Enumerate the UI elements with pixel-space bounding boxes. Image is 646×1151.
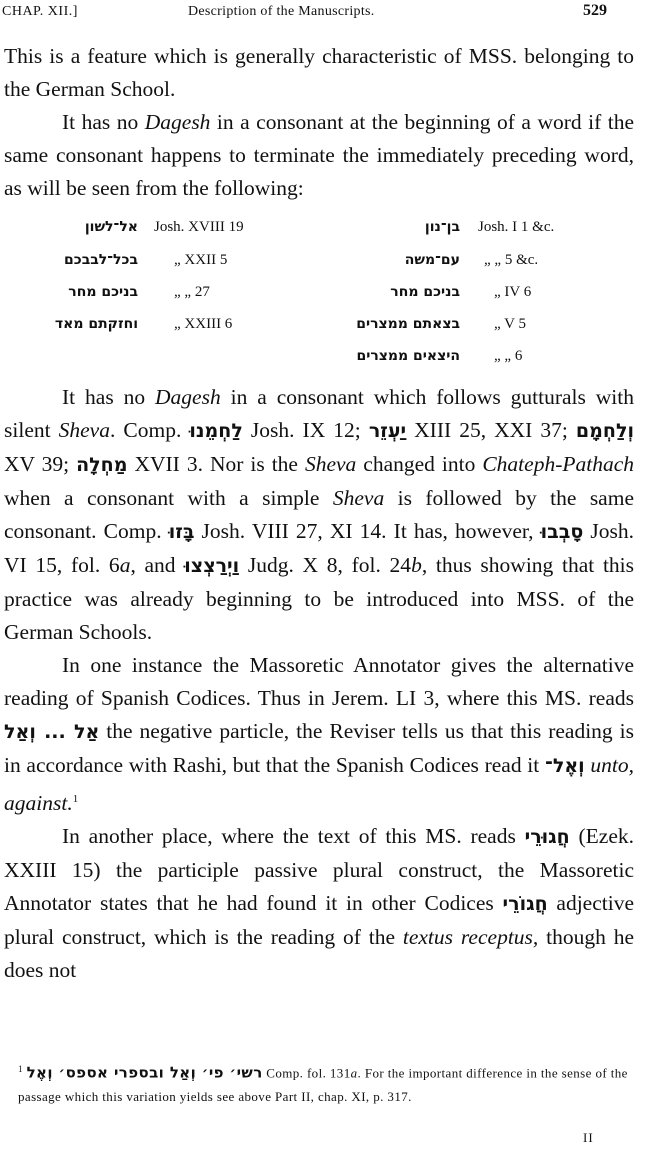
table-cell-hebrew: בכל־לבבכם — [64, 252, 138, 268]
paragraph-2: It has no Dagesh in a consonant at the beginning of a word if the same consonant happens to terminate the immediately preceding word, as will be seen from the following: — [4, 110, 634, 200]
hebrew-word: וְלַחְמָם — [575, 420, 634, 442]
table-cell-ref: „ „ 27 — [174, 284, 210, 300]
footnote: $^1$ רשי׳ פי׳ וְאַל ובספרי אספס׳ וְאֶל Comp. fol. 131a. For the important difference in the sense of the passage which this variation yields see above Part II, chap. XI, p. 317. — [18, 1063, 628, 1105]
table-cell-ref: „ V 5 — [494, 316, 526, 332]
signature-mark: II — [583, 1130, 594, 1145]
table-cell-hebrew: בן־נון — [424, 219, 460, 235]
table-cell-hebrew: בניכם מחר — [390, 284, 460, 300]
hebrew-word: חֲגוֹרֵי — [502, 893, 548, 916]
table-cell-ref: „ „ 5 &c. — [484, 252, 539, 268]
chapter-label: CHAP. XII.] — [2, 4, 78, 19]
table-cell-ref: Josh. I 1 &c. — [478, 219, 555, 235]
hebrew-word: וְאֶל־ — [544, 755, 585, 777]
table-cell-ref: Josh. XVIII 19 — [154, 219, 244, 235]
table-cell-hebrew: בצאתם ממצרים — [356, 316, 460, 332]
running-header — [0, 2, 646, 28]
hebrew-word: אַל ... וְאַל — [4, 721, 100, 743]
main-text — [4, 40, 634, 987]
hebrew-word: לַחְמֵנוּ — [189, 420, 243, 442]
hebrew-word: רשי׳ פי׳ וְאַל ובספרי אספס׳ וְאֶל — [26, 1063, 263, 1082]
table-cell-ref: „ XXII 5 — [174, 252, 228, 268]
hebrew-word: וַיְרַצְצוּ — [184, 555, 240, 577]
table-cell-ref: „ „ 6 — [494, 348, 523, 364]
hebrew-word: סָבְבוּ — [540, 521, 584, 543]
table-cell-hebrew: היצאים ממצרים — [356, 348, 460, 364]
footnote-marker: 1 — [72, 793, 79, 805]
page-number: 529 — [583, 2, 607, 19]
table-cell-hebrew: אל־לשון — [84, 219, 138, 235]
table-cell-hebrew: בניכם מחר — [68, 284, 138, 300]
table-cell-ref: „ IV 6 — [494, 284, 532, 300]
table-cell-hebrew: עם־משה — [404, 252, 460, 268]
paragraph-1: This is a feature which is generally characteristic of MSS. belonging to the German School. — [4, 44, 634, 101]
running-title: Description of the Manuscripts. — [188, 4, 375, 19]
table-cell-hebrew: וחזקתם מאד — [54, 316, 138, 332]
hebrew-word: יַעְזֵר — [368, 420, 407, 442]
paragraph-5: In another place, where the text of this MS. reads חֲגוּרֵי (Ezek. XXIII 15) the participle passive plural construct, the Massoretic Annotator states that he had found it in other Codices חֲגוֹרֵי adjective plural construct, which is the reading of the textus receptus, though he does not — [4, 824, 635, 983]
hebrew-word: חֲגוּרֵי — [524, 826, 570, 849]
hebrew-word: מַחְלָה — [76, 454, 128, 476]
hebrew-word: בָּזוּ — [168, 521, 195, 543]
paragraph-4: In one instance the Massoretic Annotator gives the alternative reading of Spanish Codices. Thus in Jerem. LI 3, where this MS. reads אַל ... וְאַל the negative particle, the Reviser tells us that this reading is in accordance with Rashi, but that the Spanish Codices read it וְאֶל־ unto, against.$^1$ — [4, 653, 634, 816]
example-table — [4, 207, 634, 379]
table-cell-ref: „ XXIII 6 — [174, 316, 233, 332]
paragraph-3: It has no Dagesh in a consonant which follows gutturals with silent Sheva. Comp. לַחְמֵנוּ Josh. IX 12; יַעְזֵר XIII 25, XXI 37; וְלַחְמָם XV 39; מַחְלָה XVII 3. Nor is the Sheva changed into Chateph-Pathach when a consonant with a simple Sheva is followed by the same consonant. Comp. בָּזוּ Josh. VIII 27, XI 14. It has, however, סָבְבוּ Josh. VI 15, fol. 6a, and וַיְרַצְצוּ Judg. X 8, fol. 24b, thus showing that this practice was already beginning to be introduced into MSS. of the German Schools. — [4, 385, 635, 644]
